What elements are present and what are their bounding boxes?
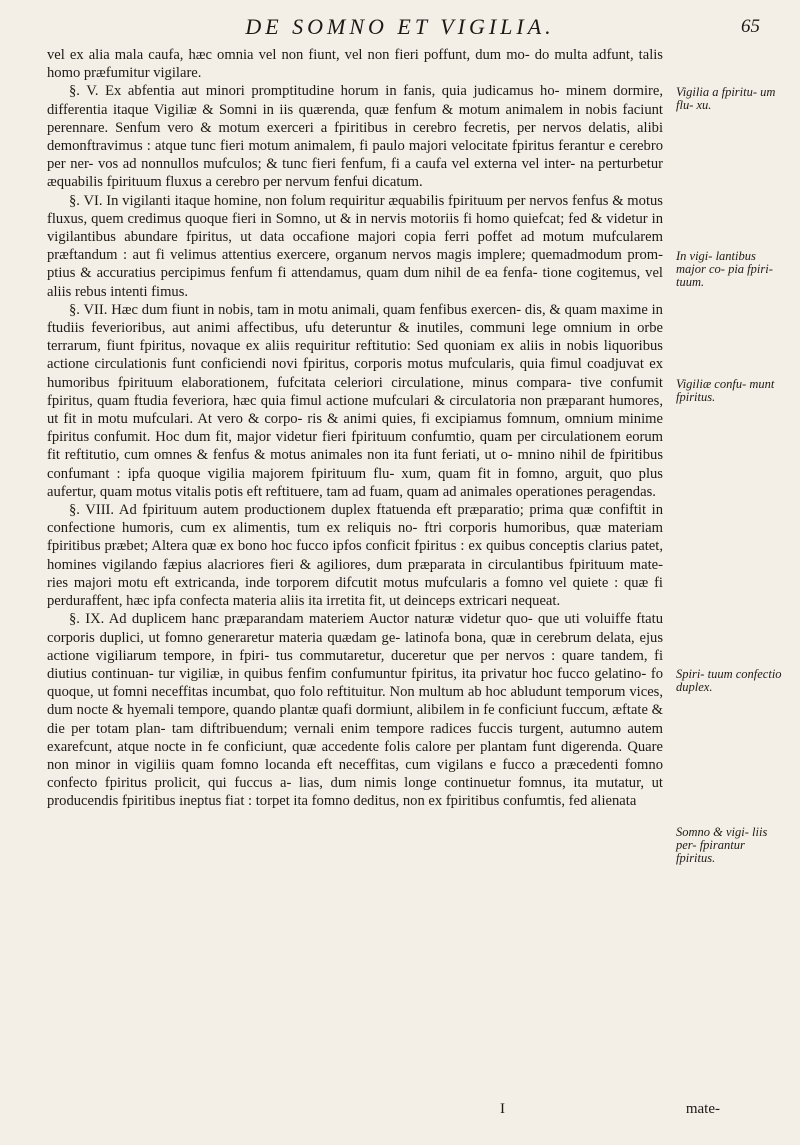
- section-6: [47, 192, 663, 301]
- opening-paragraph: vel ex alia mala caufa, hæc omnia vel non fiunt, vel non fieri poffunt, dum mo- do multa adfunt, talis homo præfumitur vigilare.: [47, 47, 663, 82]
- section-7: [47, 301, 663, 501]
- section-text: Ad fpirituum autem productionem duplex ftatuenda eft præparatio; prima quæ confiftit in confectione humoris, cum ex alimentis, tum ex reliquis no- ftri corporis humoribus, quæ materiam fpiritibus præbet; Altera quæ ex bono hoc fucco ipfos conficit fpiritus : ex quibus conceptis clarius patet, homines vigilando fæpius alacriores fieri & agiliores, dum præparata in circulantibus fpirituum mate- ries majori motu eft extricanda, inde torporem difcutit motus mufcularis a fomno vel quiete : quæ fi perduraffent, hæc ipfa confecta materia aliis ita irretita fit, ut deinceps extricari nequeat.: [47, 502, 664, 610]
- signature-mark: I: [500, 1101, 505, 1117]
- catchword: mate-: [685, 1101, 720, 1117]
- section-text: Ad duplicem hanc præparandam materiem Auctor naturæ videtur quo- que uti voluiffe ftatu corporis duplici, ut fomno generaretur materia quædam ge- latinofa bona, quæ in cerebrum delata, ejus actione vigiliarum tempore, in fpiri- tus commutaretur, duceretur que per nervos : quare tandem, fi diutius continuan- tur vigiliæ, in quibus fenfim confumuntur fpiritus, ita privatur hoc fucco gelatino- fo quoque, ut fomni neceffitas incumbat, quo folo reftituitur. Non multum ab hoc abludunt temporum vices, dum nocte & hyemali tempore, quando plantæ quafi dormiunt, alibilem in fe conficiunt fuccum, æftate & die per totam plan- tam diftribuendum; vernali enim tempore radices fuccis turgent, autumno autem exarefcunt, atque nocte in fe conficiunt, quæ accedente folis calore per plantam funt digerenda. Quare non minor in vigiliis quam fomno locanda eft neceffitas, cum vigilans e fucco a præcedenti fomno confecto fpiritus prolicit, qui fuccus a- lias, dum nimis longe continuetur fomnus, ita mutatur, ut producendis fpiritibus ineptus fiat : torpet ita fomno deditus, non ex fpiritibus confumtis, fed alienata: [47, 611, 664, 810]
- margin-note: Spiri- tuum confectio duplex.: [676, 667, 782, 694]
- section-number: §. VI.: [69, 192, 103, 209]
- margin-note: Vigilia a fpiritu- um flu- xu.: [676, 85, 776, 112]
- page-number: 65: [741, 16, 760, 37]
- page-header: [40, 14, 760, 46]
- section-number: §. V.: [69, 83, 99, 100]
- section-number: §. VIII.: [69, 502, 115, 519]
- section-text: Hæc dum fiunt in nobis, tam in motu animali, quam fenfibus exercen- dis, & quam maxime in ftudiis feverioribus, aut animi affectibus, ufu deteruntur & inutiles, communi lege omnium in orbe terrarum, fiunt fpiritus, novaque ex aliis requiritur reftitutio: Sed quoniam ex aliis in nobis liquoribus actione circulationis funt conficiendi novi fpiritus, corporis motus mufcularis, quia fimul coadjuvat ex humoribus fpirituum elaborationem, fufcitata celeriori circulatione, minus compara- tive confumit fpiritus, quam ftudia feveriora, hæc quia fimul actione mufculari & circulatoria non præparant humores, ut fit in motu mufculari. At vero & corpo- ris & animi quies, fi excipiamus fomnum, omnium minime fpiritus confumit. Hoc dum fit, major videtur fieri fpirituum confumtio, quam per circulationem eorum fit reftitutio, cum omnes & fenfus & motus animales non ita funt feriati, ut o- mnino nihil de fpiritibus confumant : ipfa quoque vigilia majorem fpirituum flu- xum, quam fit in fomno, arguit, quo plus aufertur, quam motus vitalis potis eft reftituere, tam ad fuam, quam ad animales operationes peragendas.: [47, 301, 663, 500]
- margin-note: Vigiliæ confu- munt fpiritus.: [676, 377, 775, 404]
- section-9: [47, 610, 663, 810]
- margin-note: In vigi- lantibus major co- pia fpiri- tuum.: [676, 249, 773, 289]
- section-text: Ex abfentia aut minori promptitudine horum in fanis, quia judicamus ho- minem dormire, differentia itaque Vigiliæ & Somni in iis quærenda, quæ fenfum & motum animalem in nobis faciunt perennare. Senfum vero & motum exerceri a fpiritibus in cerebro fecretis, per nervos delatis, alibi demonftravimus : atque tunc fieri motum animalem, fi paulo majori velocitate fpiritus ferantur e cerebro per ner- vos ad nonnullos mufculos; & tunc fieri fenfum, fi a caufa vel externa vel inter- na perturbetur æquabilis fpirituum fluxus a cerebro per nervum fenfui dicatum.: [47, 83, 663, 191]
- section-number: §. IX.: [69, 611, 105, 628]
- running-title: DE SOMNO ET VIGILIA.: [245, 14, 555, 39]
- main-text: [47, 46, 663, 811]
- section-number: §. VII.: [69, 301, 108, 318]
- section-8: [47, 501, 663, 610]
- section-text: In vigilanti itaque homine, non folum requiritur æquabilis fpirituum per nervos fenfus & motus fluxus, quem credimus quoque fieri in Somno, ut & in nervis motoriis fi homo quiefcat; fed & videtur in vigilantibus abundare fpiritus, ut data occafione majori copia ferri poffet ad motum mufcularem præftandum : aut fi velimus attentius exercere, organum nervos magis implere; quemadmodum prom- ptius & accuratius percipimus fenfum fi attendamus, quam dum nihil de ea fenfa- tione cogitemus, vel aliis rebus intenti fimus.: [47, 192, 663, 300]
- section-5: [47, 82, 663, 191]
- margin-note: Somno & vigi- liis per- fpirantur fpiritus.: [676, 825, 768, 865]
- page-footer: [500, 1101, 760, 1121]
